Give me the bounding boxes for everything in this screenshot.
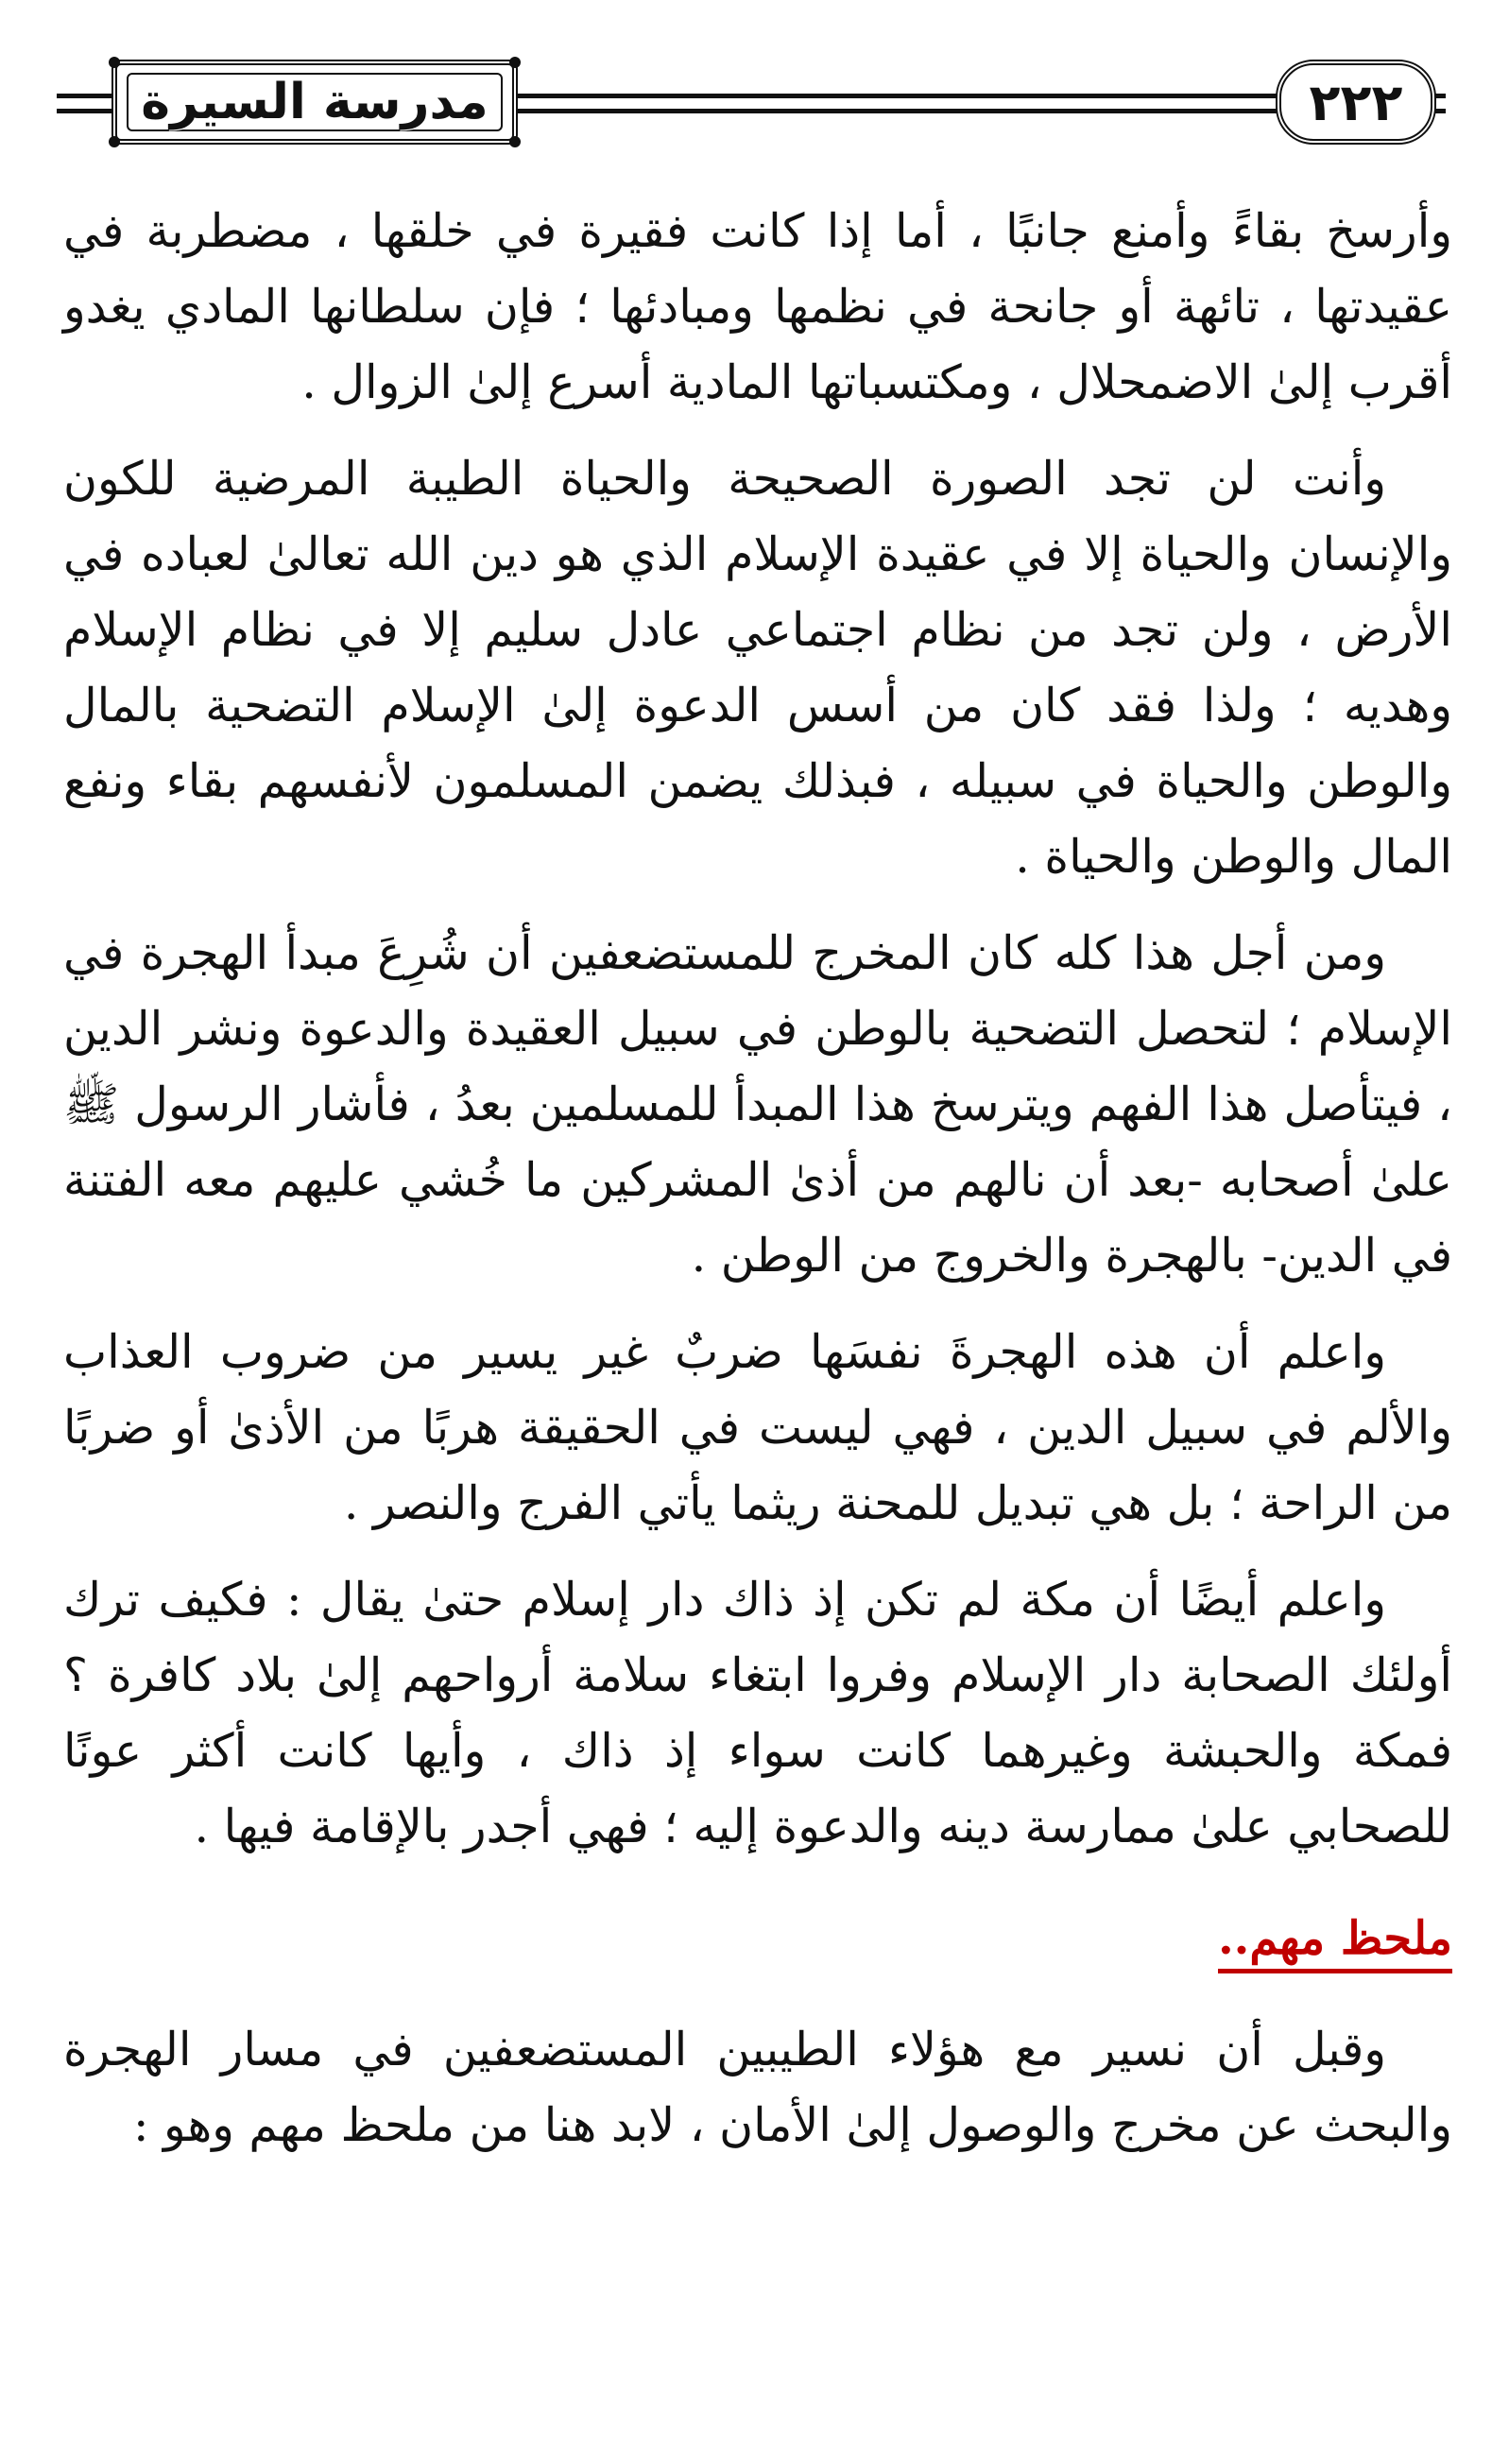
page-number-frame xyxy=(1276,60,1436,145)
paragraph: واعلم أيضًا أن مكة لم تكن إذ ذاك دار إسلام حتىٰ يقال : فكيف ترك أولئك الصحابة دار الإسلام وفروا ابتغاء سلامة أرواحهم إلىٰ بلاد كافرة ؟ فمكة والحبشة وغيرهما كانت سواء إذ ذاك ، وأيها كانت أكثر عونًا للصحابي علىٰ ممارسة دينه والدعوة إليه ؛ فهي أجدر بالإقامة فيها . xyxy=(63,1573,1452,1853)
paragraph: وأنت لن تجد الصورة الصحيحة والحياة الطيبة المرضية للكون والإنسان والحياة إلا في عقيدة الإسلام الذي هو دين الله تعالىٰ لعباده في الأرض ، ولن تجد من نظام اجتماعي عادل سليم إلا في نظام الإسلام وهديه ؛ ولذا فقد كان من أسس الدعوة إلىٰ الإسلام التضحية بالمال والوطن والحياة في سبيله ، فبذلك يضمن المسلمون لأنفسهم بقاء ونفع المال والوطن والحياة . xyxy=(63,452,1452,884)
paragraph: واعلم أن هذه الهجرةَ نفسَها ضربٌ غير يسير من ضروب العذاب والألم في سبيل الدين ، فهي ليست في الحقيقة هربًا من الأذىٰ أو ضربًا من الراحة ؛ بل هي تبديل للمحنة ريثما يأتي الفرج والنصر . xyxy=(63,1325,1452,1530)
paragraph: وأرسخ بقاءً وأمنع جانبًا ، أما إذا كانت فقيرة في خلقها ، مضطربة في عقيدتها ، تائهة أو جانحة في نظمها ومبادئها ؛ فإن سلطانها المادي يغدو أقرب إلىٰ الاضمحلال ، ومكتسباتها المادية أسرع إلىٰ الزوال . xyxy=(63,204,1452,409)
page-header xyxy=(57,52,1446,156)
running-title-frame xyxy=(111,60,518,145)
ornament-corner-icon xyxy=(509,57,521,68)
running-title: مدرسة السيرة xyxy=(141,74,489,130)
ornament-corner-icon xyxy=(109,136,120,147)
page-body xyxy=(63,194,1452,2184)
section-heading-text: ملحظ مهم.. xyxy=(1218,1912,1452,1973)
ornament-corner-icon xyxy=(509,136,521,147)
paragraph: وقبل أن نسير مع هؤلاء الطيبين المستضعفين في مسار الهجرة والبحث عن مخرج والوصول إلىٰ الأمان ، لابد هنا من ملحظ مهم وهو : xyxy=(63,2023,1452,2152)
paragraph: ومن أجل هذا كله كان المخرج للمستضعفين أن شُرِعَ مبدأ الهجرة في الإسلام ؛ لتحصل التضحية بالوطن في سبيل العقيدة والدعوة ونشر الدين ، فيتأصل هذا الفهم ويترسخ هذا المبدأ للمسلمين بعدُ ، فأشار الرسول ﷺ علىٰ أصحابه -بعد أن نالهم من أذىٰ المشركين ما خُشي عليهم معه الفتنة في الدين- بالهجرة والخروج من الوطن . xyxy=(63,926,1452,1283)
section-heading xyxy=(63,1901,1452,1976)
page-number: ٢٢٢ xyxy=(1309,72,1403,132)
ornament-corner-icon xyxy=(109,57,120,68)
